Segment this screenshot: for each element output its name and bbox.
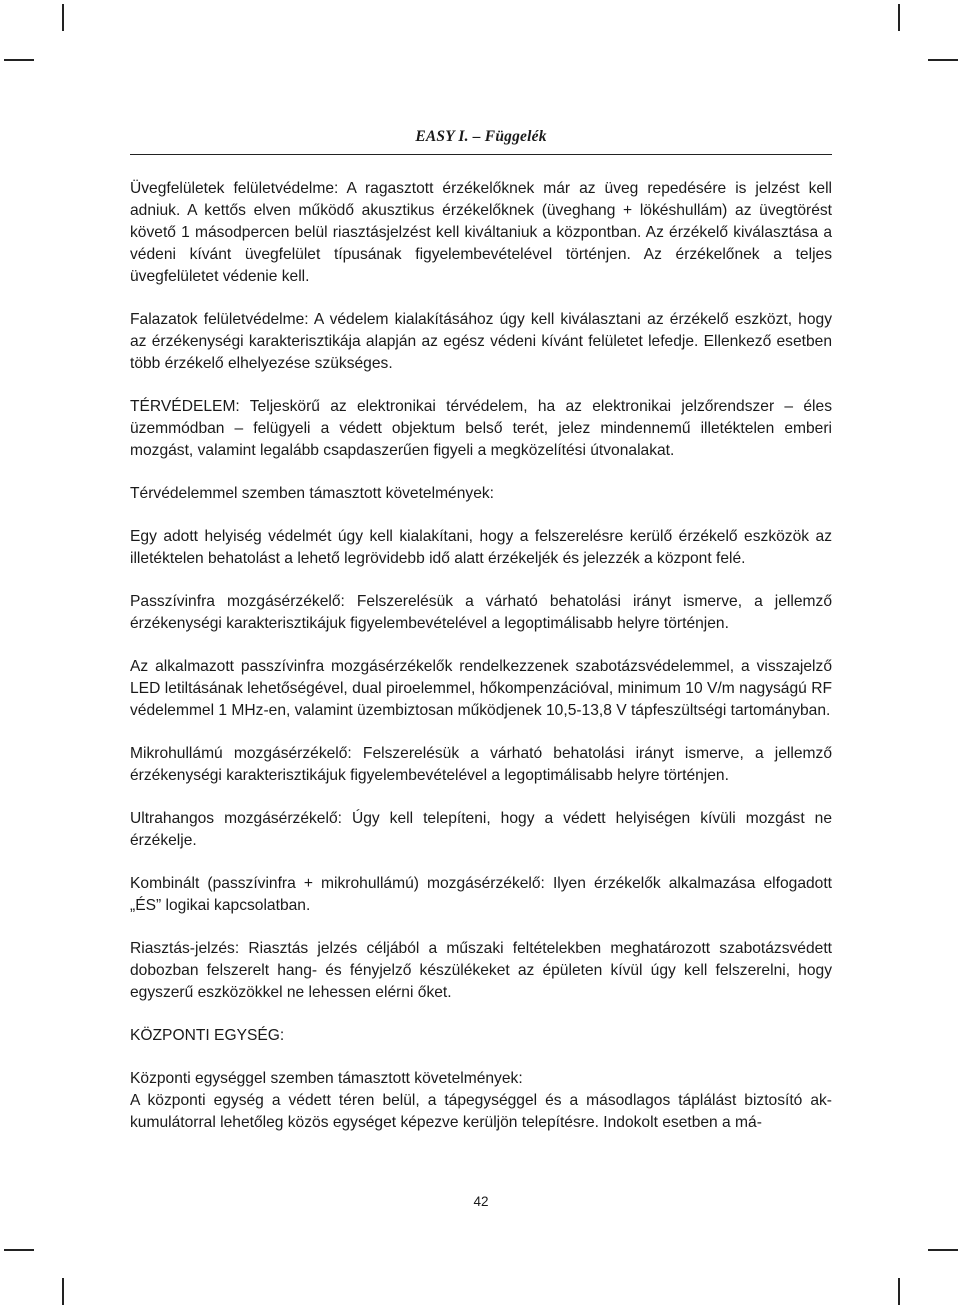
paragraph-combined-sensor: Kombinált (passzívinfra + mikrohullámú) mozgásérzékelő: Ilyen érzékelők alkalmazása elfogadott „ÉS” logikai kapcsolatban.: [130, 875, 832, 914]
crop-mark-bottom-left-horizontal: [4, 1249, 34, 1251]
crop-mark-top-left-horizontal: [4, 59, 34, 61]
document-body: [130, 178, 832, 1155]
paragraph-alarm-signal: Riasztás-jelzés: Riasztás jelzés céljából a műszaki feltételekben meghatározott szabotázsvédett dobozban felszerelt hang- és fényjelző készülékeket az épületen kívül úgy kell felszerelni, hogy egyszerű eszközökkel ne lehessen elérni őket.: [130, 940, 832, 1001]
paragraph-wall-surfaces: Falazatok felületvédelme: A védelem kialakításához úgy kell kiválasztani az érzékelő eszközt, hogy az érzékenységi karakterisztikája alapján az egész védeni kívánt felületet lefedje. Ellenkező esetben több érzékelő elhelyezése szükséges.: [130, 311, 832, 372]
running-head: EASY I. – Függelék: [415, 128, 547, 145]
paragraph-passive-infrared: Passzívinfra mozgásérzékelő: Felszerelésük a várható behatolási irányt ismerve, a jellemző érzékenységi karakterisztikájuk figyelembevételével a legoptimálisabb helyre történjen.: [130, 593, 832, 632]
paragraph-ultrasonic: Ultrahangos mozgásérzékelő: Úgy kell telepíteni, hogy a védett helyiségen kívüli mozgást ne érzékelje.: [130, 810, 832, 849]
crop-mark-top-right-horizontal: [928, 59, 958, 61]
paragraph-microwave: Mikrohullámú mozgásérzékelő: Felszerelésük a várható behatolási irányt ismerve, a jellemző érzékenységi karakterisztikájuk figyelembevételével a legoptimálisabb helyre történjen.: [130, 745, 832, 784]
crop-mark-top-left-vertical: [62, 4, 64, 31]
paragraph-central-unit-installation: A központi egység a védett téren belül, a tápegységgel és a másodlagos táplálást biztosító akkumulátorral lehetőleg közös egységet képezve kerüljön telepítésre. Indokolt esetben a má-: [130, 1092, 832, 1131]
paragraph-central-unit-requirements: Központi egységgel szemben támasztott követelmények:: [130, 1070, 523, 1087]
paragraph-space-requirements-heading: Térvédelemmel szemben támasztott követelmények:: [130, 485, 495, 502]
header-rule: [130, 154, 832, 155]
crop-mark-bottom-left-vertical: [62, 1278, 64, 1305]
paragraph-central-unit-heading: KÖZPONTI EGYSÉG:: [130, 1027, 285, 1044]
crop-mark-bottom-right-horizontal: [928, 1249, 958, 1251]
crop-mark-top-right-vertical: [898, 4, 900, 31]
paragraph-space-protection: TÉRVÉDELEM: Teljeskörű az elektronikai térvédelem, ha az elektronikai jelzőrendszer – éles üzemmódban – felügyeli a védett objektum belső terét, jelez mindennemű illetéktelen emberi mozgást, valamint legalább csapdaszerűen figyeli a megközelítési útvonalakat.: [130, 398, 832, 459]
crop-mark-bottom-right-vertical: [898, 1278, 900, 1305]
page-number: 42: [473, 1194, 489, 1209]
paragraph-glass-surfaces: Üvegfelületek felületvédelme: A ragasztott érzékelőknek már az üveg repedésére is jelzést kell adniuk. A kettős elven működő akusztikus érzékelőknek (üveghang + lökéshullám) az üvegtörést követő 1 másodpercen belül riasztásjelzést kell kiváltaniuk a központban. Az érzékelő kiválasztása a védeni kívánt üvegfelület típusának figyelembevételével történjen. Az érzékelőnek a teljes üvegfelületet védenie kell.: [130, 180, 832, 285]
paragraph-room-protection: Egy adott helyiség védelmét úgy kell kialakítani, hogy a felszerelésre kerülő érzékelő eszközök az illetéktelen behatolást a lehető legrövidebb idő alatt érzékeljék és jelezzék a központ felé.: [130, 528, 832, 567]
paragraph-pir-specs: Az alkalmazott passzívinfra mozgásérzékelők rendelkezzenek szabotázsvédelemmel, a visszajelző LED letiltásának lehetőségével, dual piroelemmel, hőkompenzációval, minimum 10 V/m nagyságú RF védelemmel 1 MHz-en, valamint üzembiztosan működjenek 10,5-13,8 V tápfeszültségi tartományban.: [130, 658, 832, 719]
